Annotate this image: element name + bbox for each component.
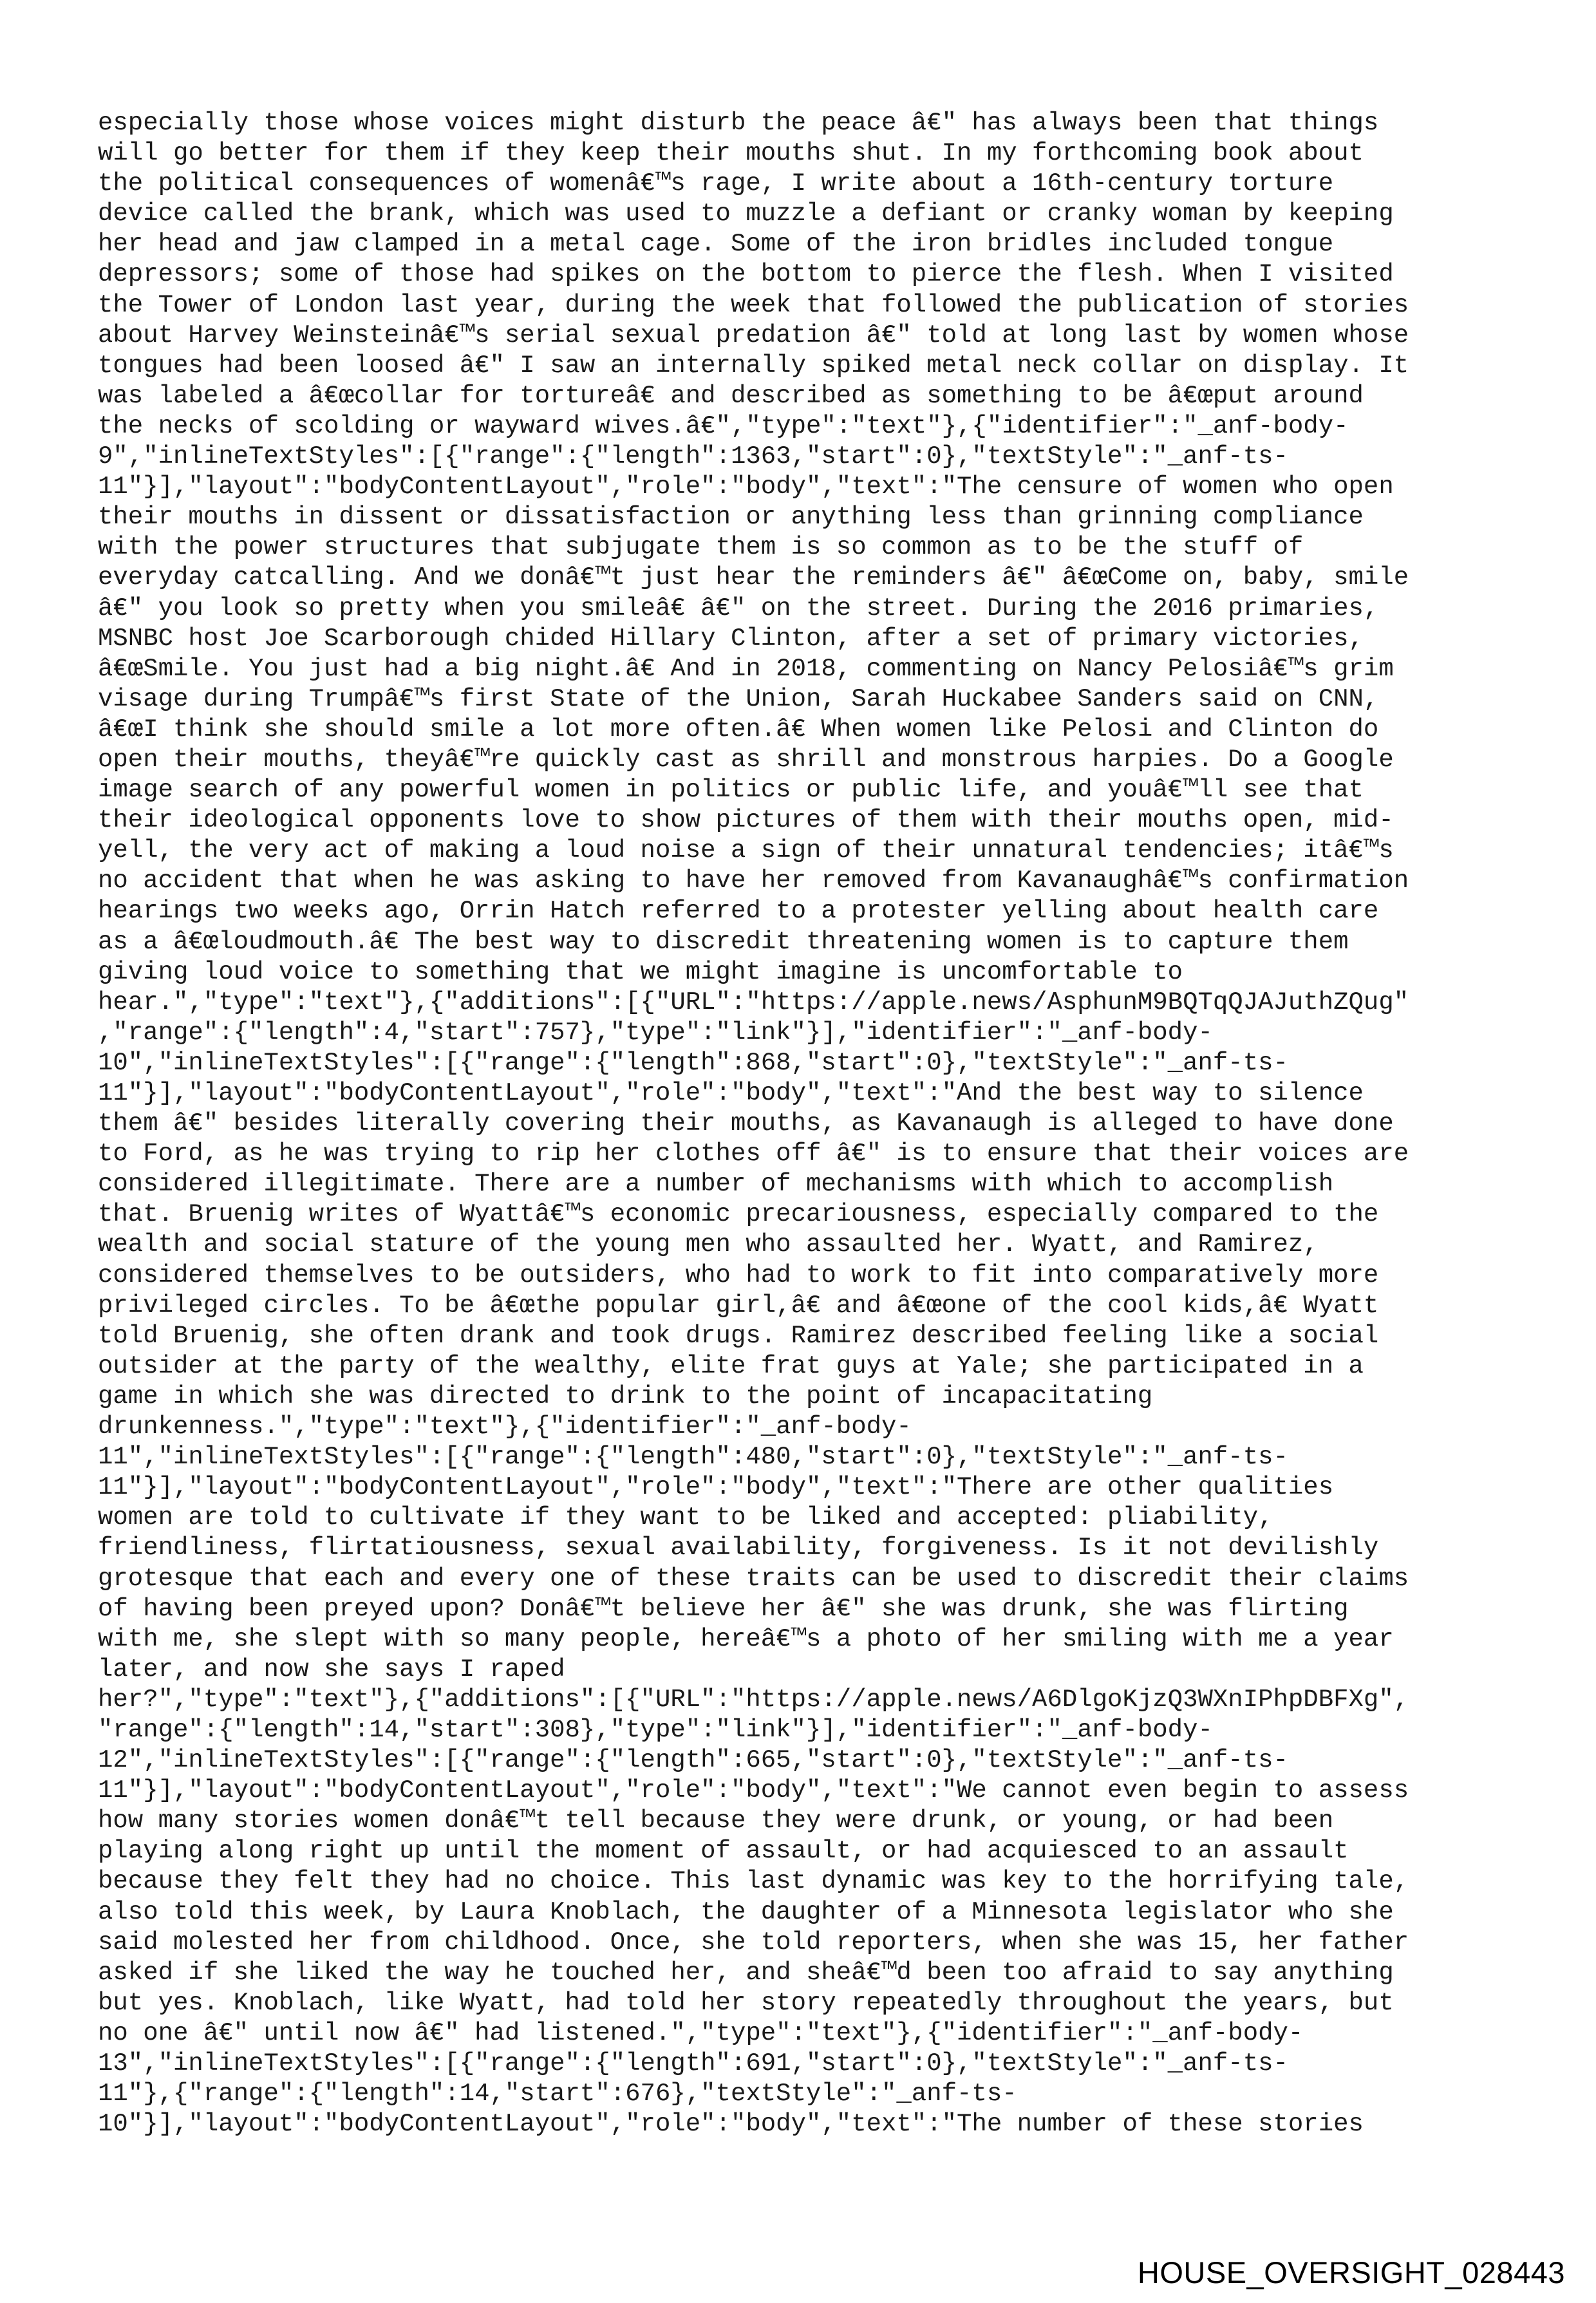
body-text-block (98, 108, 1534, 2139)
text-line: tongues had been loosed â€" I saw an internally spiked metal neck collar on display. It (98, 351, 1409, 380)
text-line: her head and jaw clamped in a metal cage. Some of the iron bridles included tongue (98, 230, 1334, 259)
text-line: the political consequences of womenâ€™s rage, I write about a 16th-century torture (98, 169, 1334, 198)
text-line: hear.","type":"text"},{"additions":[{"URL":"https://apple.news/AsphunM9BQTqQJAJuthZQug" (98, 988, 1409, 1017)
text-line: no one â€" until now â€" had listened.","type":"text"},{"identifier":"_anf-body- (98, 2018, 1304, 2047)
text-line: told Bruenig, she often drank and took drugs. Ramirez described feeling like a social (98, 1321, 1379, 1350)
text-line: open their mouths, theyâ€™re quickly cast as shrill and monstrous harpies. Do a Google (98, 745, 1394, 774)
text-line: them â€" besides literally covering their mouths, as Kavanaugh is alleged to have done (98, 1109, 1394, 1138)
text-line: 10","inlineTextStyles":[{"range":{"length":868,"start":0},"textStyle":"_anf-ts- (98, 1048, 1288, 1077)
text-line: later, and now she says I raped (98, 1655, 565, 1684)
text-line: with me, she slept with so many people, hereâ€™s a photo of her smiling with me a year (98, 1624, 1394, 1653)
text-line: but yes. Knoblach, like Wyatt, had told her story repeatedly throughout the years, but (98, 1988, 1394, 2017)
text-line: no accident that when he was asking to have her removed from Kavanaughâ€™s confirmation (98, 867, 1409, 896)
text-line: 11"},{"range":{"length":14,"start":676},"textStyle":"_anf-ts- (98, 2080, 1017, 2109)
text-line: 9","inlineTextStyles":[{"range":{"length":1363,"start":0},"textStyle":"_anf-ts- (98, 442, 1288, 471)
text-line: giving loud voice to something that we might imagine is uncomfortable to (98, 957, 1183, 986)
text-line: 11"}],"layout":"bodyContentLayout","role":"body","text":"The censure of women who open (98, 473, 1394, 502)
text-line: as a â€œloudmouth.â€ The best way to discredit threatening women is to capture them (98, 927, 1349, 956)
text-line: depressors; some of those had spikes on the bottom to pierce the flesh. When I visited (98, 260, 1394, 289)
text-line: said molested her from childhood. Once, she told reporters, when she was 15, her father (98, 1928, 1409, 1957)
text-line: image search of any powerful women in politics or public life, and youâ€™ll see that (98, 776, 1364, 805)
text-line: 10"}],"layout":"bodyContentLayout","role":"body","text":"The number of these stories (98, 2110, 1364, 2139)
text-line: with the power structures that subjugate them is so common as to be the stuff of (98, 533, 1304, 562)
text-line: yell, the very act of making a loud noise a sign of their unnatural tendencies; itâ€™s (98, 836, 1394, 865)
text-line: will go better for them if they keep their mouths shut. In my forthcoming book about (98, 139, 1364, 168)
text-line: â€" you look so pretty when you smileâ€ â€" on the street. During the 2016 primaries, (98, 594, 1379, 623)
text-line: grotesque that each and every one of these traits can be used to discredit their claims (98, 1564, 1409, 1593)
text-line: privileged circles. To be â€œthe popular girl,â€ and â€œone of the cool kids,â€ Wyatt (98, 1291, 1379, 1320)
text-line: because they felt they had no choice. This last dynamic was key to the horrifying tale, (98, 1867, 1409, 1896)
text-line: playing along right up until the moment of assault, or had acquiesced to an assault (98, 1837, 1349, 1866)
text-line: their ideological opponents love to show pictures of them with their mouths open, mid- (98, 806, 1394, 835)
text-line: how many stories women donâ€™t tell because they were drunk, or young, or had been (98, 1807, 1334, 1836)
text-line: the Tower of London last year, during the week that followed the publication of stories (98, 290, 1409, 319)
text-line: friendliness, flirtatiousness, sexual availability, forgiveness. Is it not devilishly (98, 1534, 1379, 1563)
text-line: her?","type":"text"},{"additions":[{"URL":"https://apple.news/A6DlgoKjzQ3WXnIPhpDBFXg", (98, 1685, 1409, 1714)
text-line: 11"}],"layout":"bodyContentLayout","role":"body","text":"There are other qualities (98, 1473, 1334, 1502)
text-line: device called the brank, which was used to muzzle a defiant or cranky woman by keeping (98, 200, 1394, 229)
text-line: visage during Trumpâ€™s first State of the Union, Sarah Huckabee Sanders said on CNN, (98, 684, 1379, 713)
text-line: 11","inlineTextStyles":[{"range":{"length":480,"start":0},"textStyle":"_anf-ts- (98, 1443, 1288, 1472)
text-line: considered themselves to be outsiders, who had to work to fit into comparatively more (98, 1261, 1379, 1290)
text-line: 12","inlineTextStyles":[{"range":{"length":665,"start":0},"textStyle":"_anf-ts- (98, 1746, 1288, 1775)
text-line: wealth and social stature of the young men who assaulted her. Wyatt, and Ramirez, (98, 1230, 1319, 1259)
text-line: hearings two weeks ago, Orrin Hatch referred to a protester yelling about health care (98, 897, 1379, 926)
text-line: 13","inlineTextStyles":[{"range":{"length":691,"start":0},"textStyle":"_anf-ts- (98, 2049, 1288, 2078)
text-line: 11"}],"layout":"bodyContentLayout","role":"body","text":"We cannot even begin to assess (98, 1776, 1409, 1805)
text-line: considered illegitimate. There are a number of mechanisms with which to accomplish (98, 1170, 1334, 1199)
text-line: everyday catcalling. And we donâ€™t just hear the reminders â€" â€œCome on, baby, smile (98, 563, 1409, 592)
text-line: to Ford, as he was trying to rip her clothes off â€" is to ensure that their voices are (98, 1140, 1409, 1169)
text-line: their mouths in dissent or dissatisfaction or anything less than grinning compliance (98, 503, 1364, 532)
text-line: â€œSmile. You just had a big night.â€ And in 2018, commenting on Nancy Pelosiâ€™s grim (98, 654, 1394, 683)
bates-number: HOUSE_OVERSIGHT_028443 (1137, 2255, 1565, 2289)
text-line: also told this week, by Laura Knoblach, the daughter of a Minnesota legislator who she (98, 1897, 1394, 1926)
text-line: of having been preyed upon? Donâ€™t believe her â€" she was drunk, she was flirting (98, 1594, 1349, 1623)
text-line: 11"}],"layout":"bodyContentLayout","role":"body","text":"And the best way to silence (98, 1079, 1364, 1107)
text-line: MSNBC host Joe Scarborough chided Hillary Clinton, after a set of primary victories, (98, 624, 1364, 653)
text-line: ,"range":{"length":4,"start":757},"type":"link"}],"identifier":"_anf-body- (98, 1018, 1213, 1047)
text-line: especially those whose voices might disturb the peace â€" has always been that things (98, 109, 1379, 137)
text-line: that. Bruenig writes of Wyattâ€™s economic precariousness, especially compared to the (98, 1200, 1379, 1229)
text-line: women are told to cultivate if they want to be liked and accepted: pliability, (98, 1503, 1273, 1532)
text-line: game in which she was directed to drink to the point of incapacitating (98, 1382, 1153, 1411)
text-line: asked if she liked the way he touched her, and sheâ€™d been too afraid to say anything (98, 1958, 1394, 1987)
text-line: drunkenness.","type":"text"},{"identifier":"_anf-body- (98, 1413, 912, 1442)
text-line: â€œI think she should smile a lot more often.â€ When women like Pelosi and Clinton do (98, 715, 1379, 744)
text-line: was labeled a â€œcollar for tortureâ€ and described as something to be â€œput around (98, 381, 1364, 410)
text-line: "range":{"length":14,"start":308},"type":"link"}],"identifier":"_anf-body- (98, 1715, 1213, 1744)
text-line: the necks of scolding or wayward wives.â€","type":"text"},{"identifier":"_anf-body- (98, 411, 1349, 440)
text-line: about Harvey Weinsteinâ€™s serial sexual predation â€" told at long last by women whose (98, 321, 1409, 350)
text-line: outsider at the party of the wealthy, elite frat guys at Yale; she participated in a (98, 1351, 1364, 1380)
